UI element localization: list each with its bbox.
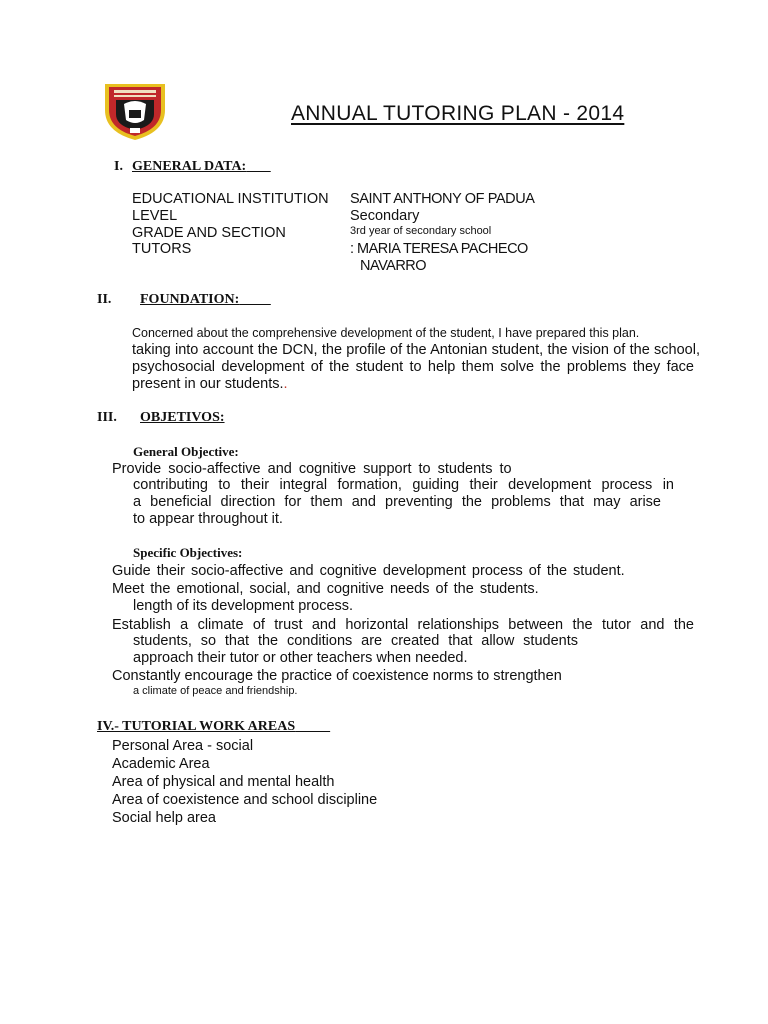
work-area-item: Social help area [112, 810, 216, 826]
value-institution: SAINT ANTHONY OF PADUA [350, 191, 535, 207]
work-area-item: Academic Area [112, 756, 210, 772]
work-area-item: Personal Area - social [112, 738, 254, 754]
foundation-line-2: taking into account the DCN, the profile of the Antonian student, the vision of the school, [132, 342, 700, 358]
specific-objective-1: Guide their socio-affective and cognitive development process of the student. [112, 563, 625, 579]
foundation-line-4: present in our students.. [132, 376, 288, 392]
value-grade: 3rd year of secondary school [350, 225, 492, 237]
page-title: ANNUAL TUTORING PLAN - 2014 [291, 102, 625, 125]
foundation-line-3: psychosocial development of the student to help them solve the problems they face [132, 359, 694, 375]
section-3-number: III. [97, 410, 117, 425]
label-level: LEVEL [132, 208, 178, 224]
specific-objective-4-cont: a climate of peace and friendship. [133, 685, 298, 697]
label-tutors: TUTORS [132, 241, 192, 257]
value-tutors-cont: NAVARRO [360, 258, 427, 274]
label-institution: EDUCATIONAL INSTITUTION [132, 191, 329, 207]
section-1-heading: GENERAL DATA: [132, 159, 247, 174]
general-objective-line-1: Provide socio-affective and cognitive support to students to [112, 461, 512, 477]
specific-objective-3-cont-1: students, so that the conditions are created that allow students [133, 633, 578, 649]
general-objective-line-4: to appear throughout it. [133, 511, 283, 527]
foundation-line-1: Concerned about the comprehensive development of the student, I have prepared this plan. [132, 326, 640, 340]
specific-objective-2: Meet the emotional, social, and cognitive needs of the students. [112, 581, 539, 597]
work-area-item: Area of physical and mental health [112, 774, 335, 790]
general-objective-line-2: contributing to their integral formation, guiding their development process in [133, 477, 674, 493]
specific-objectives-heading: Specific Objectives: [133, 545, 243, 560]
specific-objective-3: Establish a climate of trust and horizontal relationships between the tutor and the [112, 617, 694, 633]
work-area-item: Area of coexistence and school discipline [112, 792, 378, 808]
section-2-heading: FOUNDATION: [140, 292, 240, 307]
label-grade: GRADE AND SECTION [132, 225, 286, 241]
specific-objective-3-cont-2: approach their tutor or other teachers when needed. [133, 650, 468, 666]
school-crest-icon [102, 80, 168, 142]
value-level: Secondary [350, 208, 420, 224]
value-tutors: : MARIA TERESA PACHECO [350, 241, 528, 257]
section-4-heading: IV.- TUTORIAL WORK AREAS [97, 719, 296, 734]
general-objective-line-3: a beneficial direction for them and preventing the problems that may arise [133, 494, 661, 510]
section-3-heading: OBJETIVOS: [140, 410, 225, 425]
section-2-number: II. [97, 292, 112, 307]
section-1-number: I. [114, 159, 123, 174]
specific-objective-4: Constantly encourage the practice of coexistence norms to strengthen [112, 668, 562, 684]
specific-objective-2-cont: length of its development process. [133, 598, 354, 614]
general-objective-heading: General Objective: [133, 444, 239, 459]
